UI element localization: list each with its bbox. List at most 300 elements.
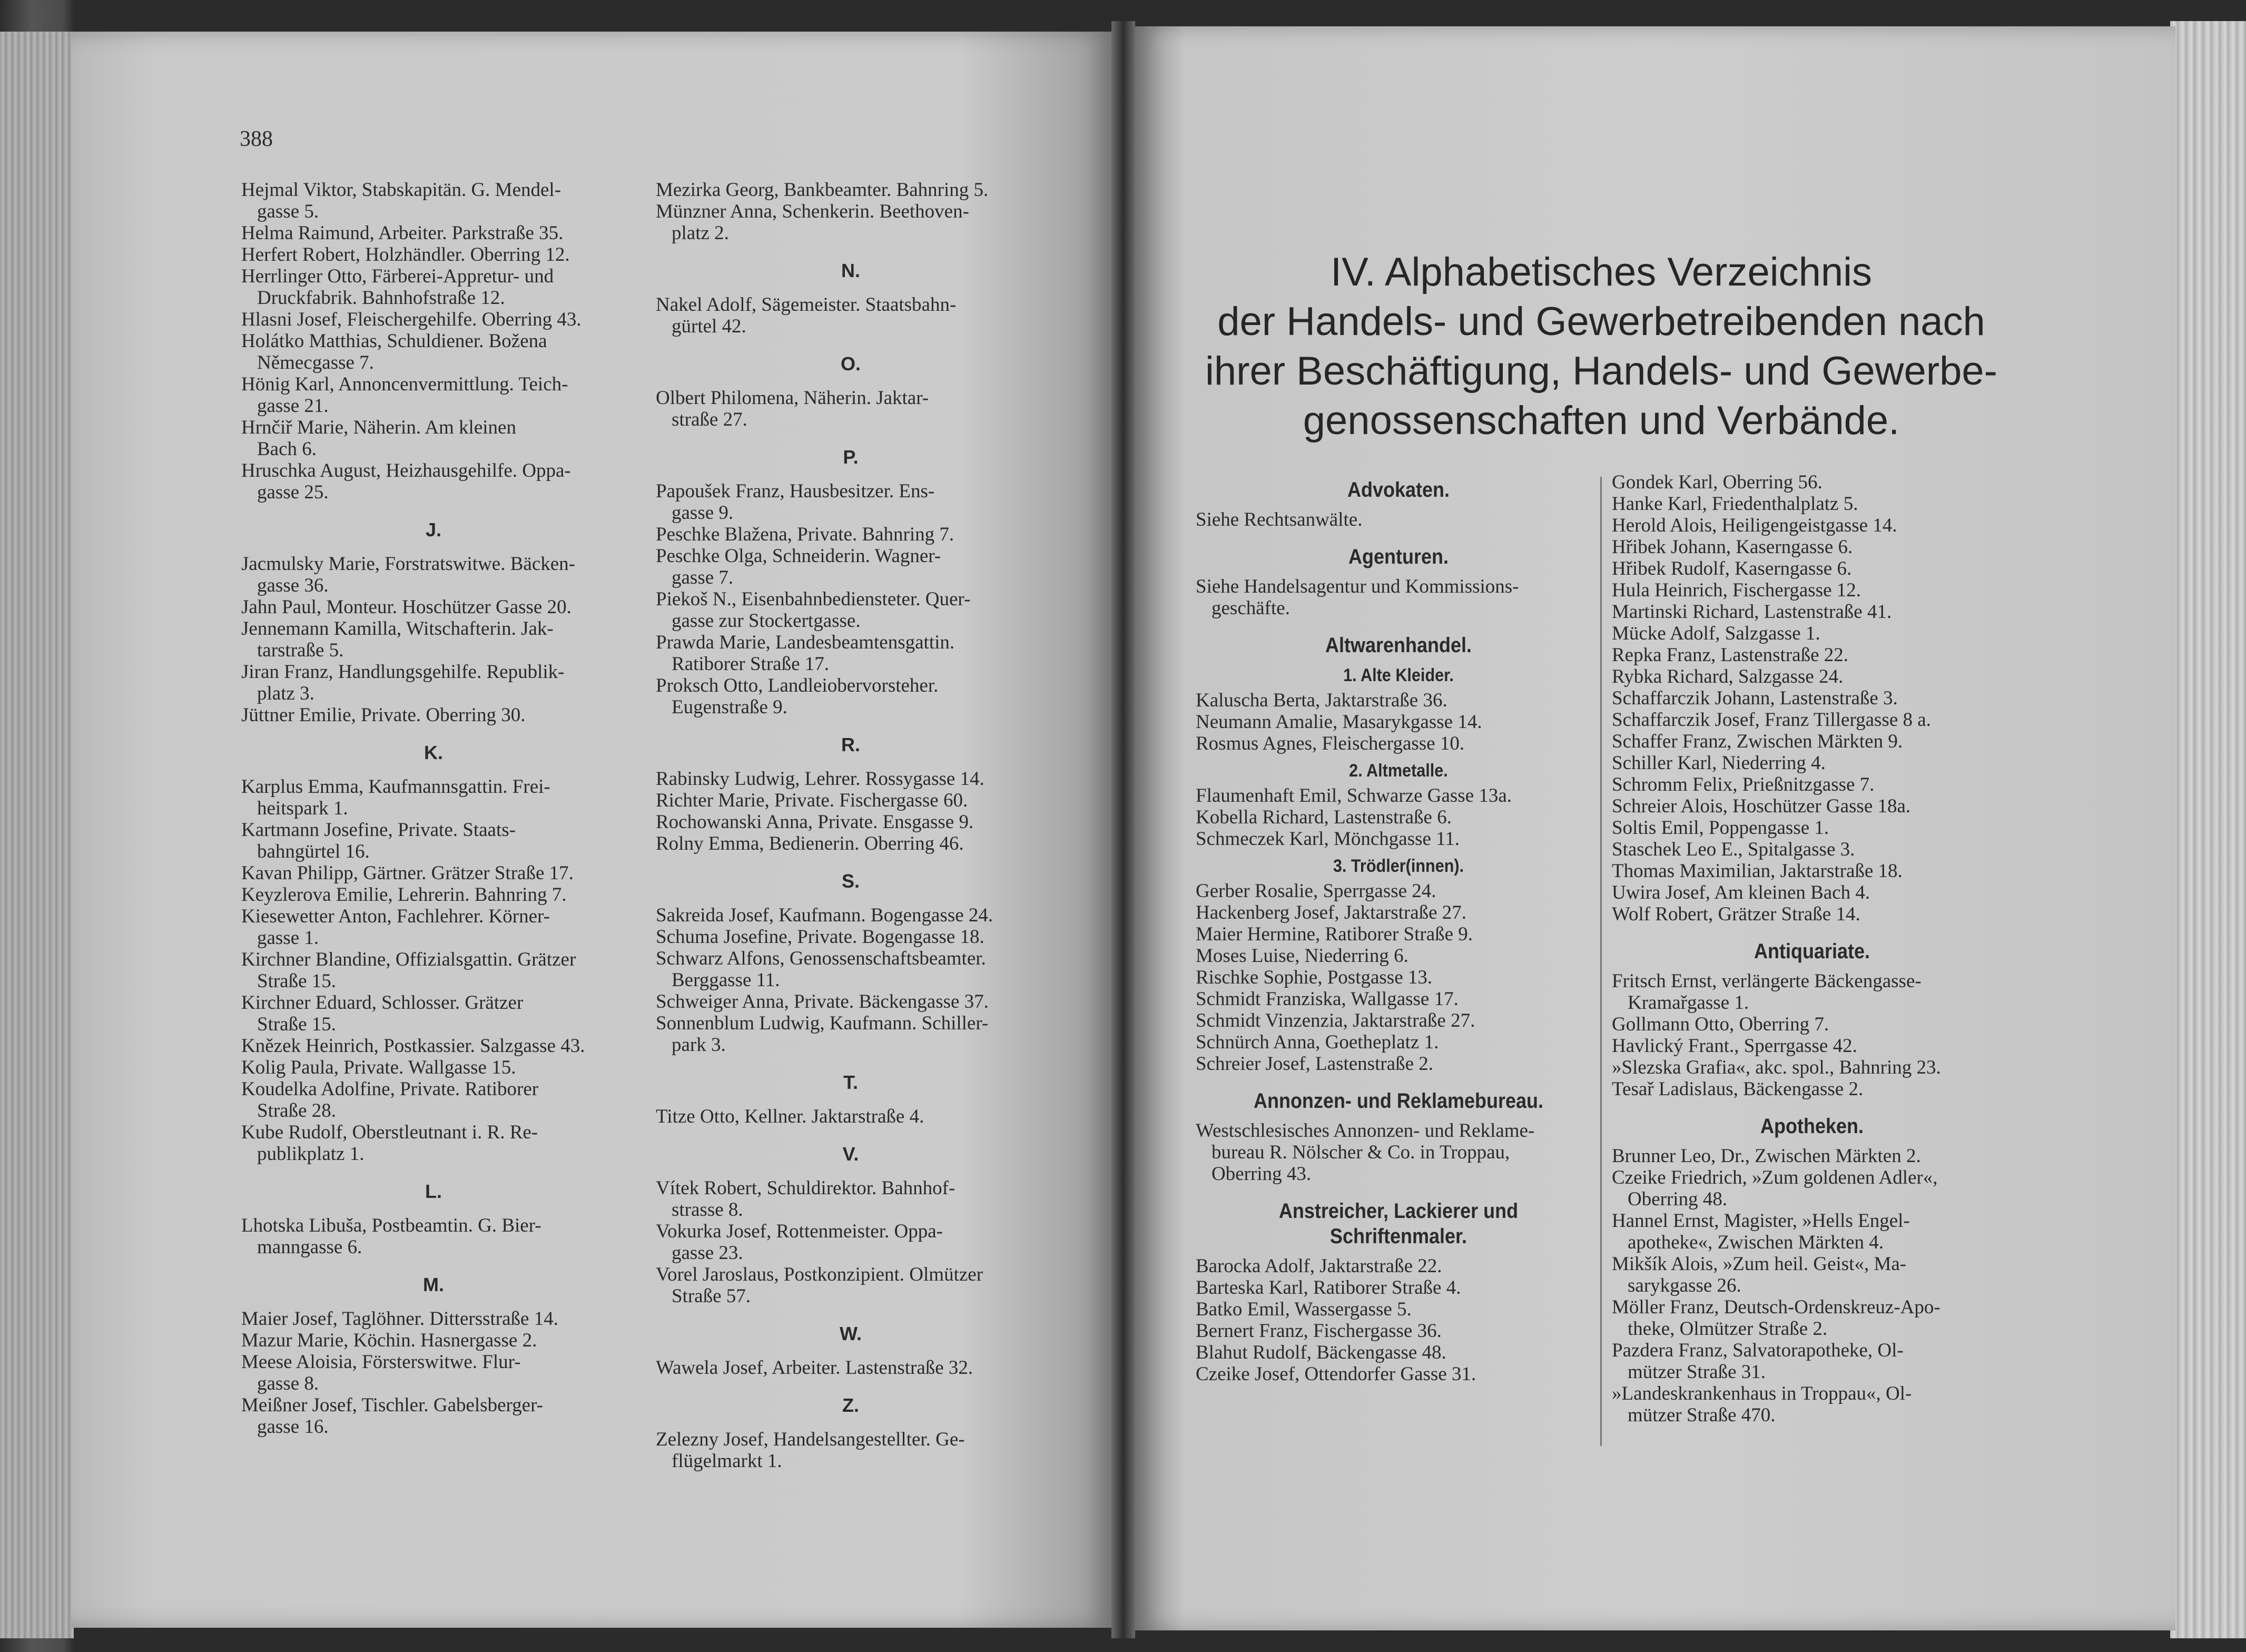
- entry-continuation: theke, Olmützer Straße 2.: [1628, 1318, 1828, 1340]
- directory-entry: [241, 266, 626, 309]
- category-heading: Advokaten.: [1347, 478, 1450, 502]
- entry-line: Kirchner Blandine, Offizialsgattin. Grätzer: [241, 949, 576, 970]
- entry-line: Hřibek Johann, Kaserngasse 6.: [1612, 536, 1853, 558]
- entry-line: Schaffer Franz, Zwischen Märkten 9.: [1612, 731, 1903, 752]
- directory-entry: [1612, 1057, 2012, 1078]
- directory-entry: [1196, 880, 1601, 902]
- directory-entry: [656, 1177, 1046, 1221]
- entry-continuation: platz 3.: [257, 683, 314, 704]
- entry-continuation: sarykgasse 26.: [1628, 1275, 1741, 1296]
- entry-line: Richter Marie, Private. Fischergasse 60.: [656, 790, 968, 811]
- entry-line: Proksch Otto, Landleiobervorsteher.: [656, 675, 939, 696]
- entry-continuation: heitspark 1.: [257, 798, 348, 819]
- entry-line: Mezirka Georg, Bankbeamter. Bahnring 5.: [656, 179, 989, 201]
- entry-line: Hejmal Viktor, Stabskapitän. G. Mendel-: [241, 179, 562, 201]
- left-page-edges: [0, 32, 74, 1638]
- entry-line: Tesař Ladislaus, Bäckengasse 2.: [1612, 1078, 1864, 1100]
- entry-line: Maier Josef, Taglöhner. Dittersstraße 14.: [241, 1308, 558, 1330]
- entry-continuation: bureau R. Nölscher & Co. in Troppau,: [1211, 1142, 1510, 1163]
- entry-continuation: apotheke«, Zwischen Märkten 4.: [1628, 1232, 1884, 1253]
- directory-entry: [241, 1215, 626, 1258]
- directory-entry: [1612, 731, 2012, 752]
- directory-entry: [241, 1351, 626, 1394]
- directory-entry: [1196, 1320, 1601, 1342]
- directory-entry: [656, 904, 1046, 926]
- directory-entry: [241, 1035, 626, 1057]
- directory-entry: [1196, 711, 1601, 733]
- directory-entry: [241, 992, 626, 1035]
- directory-entry: [1612, 1078, 2012, 1100]
- title-line: genossenschaften und Verbände.: [1303, 398, 1900, 443]
- directory-entry: [1196, 923, 1601, 945]
- entry-line: Staschek Leo E., Spitalgasse 3.: [1612, 839, 1855, 860]
- directory-entry: [656, 833, 1046, 854]
- directory-entry: [241, 222, 626, 244]
- entry-continuation: gasse 16.: [257, 1416, 329, 1438]
- directory-entry: [1196, 902, 1601, 923]
- entry-line: Gollmann Otto, Oberring 7.: [1612, 1014, 1829, 1035]
- directory-entry: [1612, 817, 2012, 839]
- entry-line: Soltis Emil, Poppengasse 1.: [1612, 817, 1829, 839]
- entry-line: Jüttner Emilie, Private. Oberring 30.: [241, 704, 526, 726]
- directory-entry: [1196, 1277, 1601, 1299]
- entry-continuation: Eugenstraße 9.: [672, 696, 787, 718]
- directory-entry: [241, 1078, 626, 1122]
- directory-entry: [656, 991, 1046, 1012]
- entry-line: Kolig Paula, Private. Wallgasse 15.: [241, 1057, 516, 1078]
- directory-entry: [1612, 1014, 2012, 1035]
- entry-continuation: Straße 57.: [672, 1285, 751, 1307]
- entry-line: Gondek Karl, Oberring 56.: [1612, 471, 1823, 493]
- directory-entry: [1196, 1299, 1601, 1320]
- directory-entry: [241, 373, 626, 417]
- directory-entry: [656, 1221, 1046, 1264]
- category-heading: Anstreicher, Lackierer und Schriftenmaler.: [1278, 1199, 1519, 1248]
- directory-entry: [1196, 945, 1601, 967]
- entry-line: Schaffarczik Josef, Franz Tillergasse 8 a.: [1612, 709, 1931, 731]
- entry-line: Herrlinger Otto, Färberei-Appretur- und: [241, 266, 554, 287]
- entry-line: Herfert Robert, Holzhändler. Oberring 12.: [241, 244, 570, 266]
- entry-line: Barocka Adolf, Jaktarstraße 22.: [1196, 1255, 1442, 1277]
- entry-line: Barteska Karl, Ratiborer Straße 4.: [1196, 1277, 1461, 1299]
- entry-line: Schaffarczik Johann, Lastenstraße 3.: [1612, 687, 1898, 709]
- entry-line: »Slezska Grafia«, akc. spol., Bahnring 23.: [1612, 1057, 1941, 1078]
- title-line: IV. Alphabetisches Verzeichnis: [1330, 250, 1873, 294]
- category-heading: Annonzen- und Reklamebureau.: [1253, 1089, 1544, 1113]
- entry-line: Knězek Heinrich, Postkassier. Salzgasse 43.: [241, 1035, 585, 1057]
- entry-line: Schmidt Franziska, Wallgasse 17.: [1196, 988, 1459, 1010]
- entry-line: Rochowanski Anna, Private. Ensgasse 9.: [656, 811, 974, 833]
- entry-continuation: Bach 6.: [257, 438, 317, 460]
- directory-entry: [656, 1429, 1046, 1472]
- directory-entry: [241, 309, 626, 330]
- directory-entry: [656, 926, 1046, 948]
- entry-continuation: bahngürtel 16.: [257, 841, 370, 862]
- entry-line: Mücke Adolf, Salzgasse 1.: [1612, 623, 1820, 644]
- directory-entry: [1196, 1363, 1601, 1385]
- right-page-column-1: [1196, 464, 1601, 1385]
- entry-continuation: park 3.: [672, 1034, 726, 1056]
- entry-continuation: gürtel 42.: [672, 316, 746, 337]
- directory-entry: [1612, 644, 2012, 666]
- directory-entry: [241, 460, 626, 503]
- entry-line: Schweiger Anna, Private. Bäckengasse 37.: [656, 991, 989, 1012]
- entry-line: Flaumenhaft Emil, Schwarze Gasse 13a.: [1196, 785, 1512, 807]
- directory-entry: [241, 884, 626, 906]
- entry-line: Möller Franz, Deutsch-Ordenskreuz-Apo-: [1612, 1296, 1940, 1318]
- entry-line: Schuma Josefine, Private. Bogengasse 18.: [656, 926, 984, 948]
- directory-entry: [656, 1106, 1046, 1127]
- entry-line: Rabinsky Ludwig, Lehrer. Rossygasse 14.: [656, 768, 984, 790]
- entry-continuation: gasse zur Stockertgasse.: [672, 610, 861, 632]
- directory-entry: [1612, 1253, 2012, 1296]
- directory-entry: [1612, 1145, 2012, 1167]
- subcategory-heading: 2. Altmetalle.: [1349, 761, 1448, 781]
- entry-continuation: mützer Straße 470.: [1628, 1404, 1776, 1426]
- directory-entry: [241, 1394, 626, 1438]
- page-number: 388: [240, 127, 273, 151]
- entry-line: Czeike Josef, Ottendorfer Gasse 31.: [1196, 1363, 1476, 1385]
- directory-entry: [241, 179, 626, 222]
- right-page-column-2: [1612, 471, 2012, 1426]
- entry-line: Rybka Richard, Salzgasse 24.: [1612, 666, 1844, 687]
- entry-line: Siehe Rechtsanwälte.: [1196, 509, 1363, 530]
- entry-continuation: gasse 36.: [257, 575, 329, 596]
- letter-heading: R.: [841, 734, 860, 755]
- directory-entry: [656, 294, 1046, 337]
- directory-entry: [1612, 774, 2012, 795]
- entry-line: Vokurka Josef, Rottenmeister. Oppa-: [656, 1221, 943, 1242]
- entry-line: Hanke Karl, Friedenthalplatz 5.: [1612, 493, 1858, 515]
- directory-entry: [1612, 471, 2012, 493]
- directory-entry: [1612, 882, 2012, 903]
- directory-entry: [1612, 623, 2012, 644]
- directory-entry: [1612, 1340, 2012, 1383]
- directory-entry: [656, 768, 1046, 790]
- entry-continuation: gasse 23.: [672, 1242, 743, 1264]
- entry-continuation: Oberring 43.: [1211, 1163, 1312, 1185]
- directory-entry: [656, 1012, 1046, 1056]
- entry-continuation: gasse 9.: [672, 502, 734, 524]
- entry-line: Hlasni Josef, Fleischergehilfe. Oberring 43.: [241, 309, 582, 330]
- directory-entry: [656, 790, 1046, 811]
- directory-entry: [1196, 690, 1601, 711]
- entry-line: Wawela Josef, Arbeiter. Lastenstraße 32.: [656, 1357, 973, 1379]
- entry-continuation: gasse 21.: [257, 395, 329, 417]
- entry-continuation: Kramařgasse 1.: [1628, 992, 1749, 1014]
- entry-line: Keyzlerova Emilie, Lehrerin. Bahnring 7.: [241, 884, 567, 906]
- entry-line: Blahut Rudolf, Bäckengasse 48.: [1196, 1342, 1446, 1363]
- directory-entry: [1612, 839, 2012, 860]
- entry-continuation: gasse 1.: [257, 927, 319, 949]
- entry-continuation: tarstraße 5.: [257, 640, 344, 661]
- entry-line: Hrnčiř Marie, Näherin. Am kleinen: [241, 417, 516, 438]
- directory-entry: [1612, 1167, 2012, 1210]
- entry-line: Karplus Emma, Kaufmannsgattin. Frei-: [241, 776, 550, 798]
- directory-entry: [1612, 601, 2012, 623]
- entry-line: Helma Raimund, Arbeiter. Parkstraße 35.: [241, 222, 564, 244]
- subcategory-heading: 1. Alte Kleider.: [1343, 665, 1454, 685]
- subcategory-heading: 3. Trödler(innen).: [1333, 856, 1464, 876]
- directory-entry: [1612, 752, 2012, 774]
- entry-line: Herold Alois, Heiligengeistgasse 14.: [1612, 515, 1897, 536]
- category-heading: Apotheken.: [1760, 1115, 1864, 1138]
- title-line: der Handels- und Gewerbetreibenden nach: [1217, 299, 1985, 344]
- directory-entry: [1612, 1383, 2012, 1426]
- directory-entry: [1196, 807, 1601, 828]
- directory-entry: [1196, 1010, 1601, 1031]
- entry-line: Moses Luise, Niederring 6.: [1196, 945, 1408, 967]
- directory-entry: [656, 632, 1046, 675]
- directory-entry: [656, 387, 1046, 430]
- entry-continuation: gasse 25.: [257, 481, 329, 503]
- entry-line: Kaluscha Berta, Jaktarstraße 36.: [1196, 690, 1447, 711]
- directory-entry: [241, 949, 626, 992]
- directory-entry: [656, 524, 1046, 545]
- directory-entry: [1196, 988, 1601, 1010]
- entry-line: Maier Hermine, Ratiborer Straße 9.: [1196, 923, 1473, 945]
- letter-heading: N.: [841, 260, 860, 281]
- entry-line: Jiran Franz, Handlungsgehilfe. Republik-: [241, 661, 565, 683]
- entry-line: Siehe Handelsagentur und Kommissions-: [1196, 576, 1519, 597]
- entry-line: Olbert Philomena, Näherin. Jaktar-: [656, 387, 929, 409]
- directory-entry: [1612, 709, 2012, 731]
- directory-entry: [1196, 733, 1601, 754]
- letter-heading: P.: [843, 446, 859, 468]
- entry-continuation: strasse 8.: [672, 1199, 743, 1221]
- entry-line: Vítek Robert, Schuldirektor. Bahnhof-: [656, 1177, 955, 1199]
- directory-entry: [656, 1357, 1046, 1379]
- entry-line: Fritsch Ernst, verlängerte Bäckengasse-: [1612, 970, 1922, 992]
- directory-entry: [1612, 903, 2012, 925]
- directory-entry: [1196, 1053, 1601, 1075]
- directory-entry: [1612, 579, 2012, 601]
- entry-line: Vorel Jaroslaus, Postkonzipient. Olmützer: [656, 1264, 983, 1285]
- directory-entry: [1196, 1120, 1601, 1185]
- right-page-edges: [2170, 21, 2246, 1638]
- entry-continuation: Ratiborer Straße 17.: [672, 653, 829, 675]
- letter-heading: W.: [840, 1323, 862, 1344]
- directory-entry: [241, 862, 626, 884]
- directory-entry: [241, 776, 626, 819]
- entry-continuation: Němecgasse 7.: [257, 352, 374, 373]
- directory-entry: [241, 819, 626, 862]
- entry-line: Titze Otto, Kellner. Jaktarstraße 4.: [656, 1106, 924, 1127]
- entry-continuation: Druckfabrik. Bahnhofstraße 12.: [257, 287, 505, 309]
- entry-line: Kobella Richard, Lastenstraße 6.: [1196, 807, 1452, 828]
- entry-line: Schmidt Vinzenzia, Jaktarstraße 27.: [1196, 1010, 1475, 1031]
- entry-line: Wolf Robert, Grätzer Straße 14.: [1612, 903, 1860, 925]
- letter-heading: T.: [843, 1071, 858, 1093]
- directory-entry: [241, 1330, 626, 1351]
- directory-entry: [1196, 785, 1601, 807]
- directory-entry: [241, 330, 626, 373]
- letter-heading: K.: [424, 742, 443, 763]
- entry-line: Sonnenblum Ludwig, Kaufmann. Schiller-: [656, 1012, 989, 1034]
- entry-line: Schmeczek Karl, Mönchgasse 11.: [1196, 828, 1460, 850]
- directory-entry: [1612, 558, 2012, 579]
- entry-line: Sakreida Josef, Kaufmann. Bogengasse 24.: [656, 904, 993, 926]
- entry-line: Holátko Matthias, Schuldiener. Božena: [241, 330, 547, 352]
- directory-entry: [1612, 493, 2012, 515]
- entry-line: Brunner Leo, Dr., Zwischen Märkten 2.: [1612, 1145, 1921, 1167]
- directory-entry: [1612, 860, 2012, 882]
- entry-continuation: geschäfte.: [1211, 597, 1290, 619]
- entry-line: Kube Rudolf, Oberstleutnant i. R. Re-: [241, 1122, 538, 1143]
- section-title: [1196, 248, 2007, 446]
- entry-line: Kartmann Josefine, Private. Staats-: [241, 819, 516, 841]
- entry-line: Jennemann Kamilla, Witschafterin. Jak-: [241, 618, 554, 640]
- entry-line: Kavan Philipp, Gärtner. Grätzer Straße 17.: [241, 862, 574, 884]
- entry-continuation: publikplatz 1.: [257, 1143, 365, 1165]
- entry-continuation: gasse 8.: [257, 1373, 319, 1394]
- book-gutter: [1111, 21, 1135, 1638]
- letter-heading: O.: [840, 353, 861, 375]
- directory-entry: [1612, 536, 2012, 558]
- category-heading: Agenturen.: [1348, 545, 1449, 568]
- directory-entry: [1612, 1210, 2012, 1253]
- entry-line: Thomas Maximilian, Jaktarstraße 18.: [1612, 860, 1903, 882]
- directory-entry: [241, 1122, 626, 1165]
- entry-line: Hruschka August, Heizhausgehilfe. Oppa-: [241, 460, 571, 481]
- directory-entry: [241, 244, 626, 266]
- entry-line: Neumann Amalie, Masarykgasse 14.: [1196, 711, 1482, 733]
- directory-entry: [656, 545, 1046, 588]
- entry-line: Lhotska Libuša, Postbeamtin. G. Bier-: [241, 1215, 541, 1236]
- directory-entry: [1196, 1342, 1601, 1363]
- entry-line: Hula Heinrich, Fischergasse 12.: [1612, 579, 1861, 601]
- directory-entry: [241, 1308, 626, 1330]
- entry-line: Batko Emil, Wassergasse 5.: [1196, 1299, 1412, 1320]
- entry-continuation: Oberring 48.: [1628, 1188, 1728, 1210]
- entry-line: Repka Franz, Lastenstraße 22.: [1612, 644, 1848, 666]
- entry-line: Havlický Frant., Sperrgasse 42.: [1612, 1035, 1857, 1057]
- left-page-column-1: [241, 179, 626, 1438]
- entry-continuation: gasse 5.: [257, 201, 319, 222]
- entry-line: Jahn Paul, Monteur. Hoschützer Gasse 20.: [241, 596, 572, 618]
- entry-line: Koudelka Adolfine, Private. Ratiborer: [241, 1078, 539, 1100]
- entry-line: Meißner Josef, Tischler. Gabelsberger-: [241, 1394, 543, 1416]
- entry-line: Piekoš N., Eisenbahnbediensteter. Quer-: [656, 588, 971, 610]
- title-line: ihrer Beschäftigung, Handels- und Gewerbe-: [1205, 349, 1997, 394]
- directory-entry: [656, 1264, 1046, 1307]
- letter-heading: Z.: [842, 1394, 859, 1416]
- entry-line: Hackenberg Josef, Jaktarstraße 27.: [1196, 902, 1467, 923]
- entry-line: Schiller Karl, Niederring 4.: [1612, 752, 1826, 774]
- letter-heading: J.: [425, 519, 442, 540]
- letter-heading: V.: [842, 1143, 859, 1165]
- entry-line: Rolny Emma, Bedienerin. Oberring 46.: [656, 833, 964, 854]
- directory-entry: [656, 948, 1046, 991]
- directory-entry: [656, 811, 1046, 833]
- entry-line: »Landeskrankenhaus in Troppau«, Ol-: [1612, 1383, 1912, 1404]
- entry-line: Jacmulsky Marie, Forstratswitwe. Bäcken-: [241, 553, 575, 575]
- entry-line: Hönig Karl, Annoncenvermittlung. Teich-: [241, 373, 568, 395]
- entry-line: Peschke Olga, Schneiderin. Wagner-: [656, 545, 941, 567]
- entry-line: Schreier Josef, Lastenstraße 2.: [1196, 1053, 1434, 1075]
- entry-line: Czeike Friedrich, »Zum goldenen Adler«,: [1612, 1167, 1938, 1188]
- entry-line: Schwarz Alfons, Genossenschaftsbeamter.: [656, 948, 986, 969]
- entry-line: Mikšík Alois, »Zum heil. Geist«, Ma-: [1612, 1253, 1907, 1275]
- directory-entry: [241, 553, 626, 596]
- directory-entry: [241, 661, 626, 704]
- entry-continuation: gasse 7.: [672, 567, 734, 588]
- entry-line: Mazur Marie, Köchin. Hasnergasse 2.: [241, 1330, 537, 1351]
- directory-entry: [1612, 795, 2012, 817]
- entry-line: Schnürch Anna, Goetheplatz 1.: [1196, 1031, 1439, 1053]
- letter-heading: S.: [841, 870, 860, 892]
- directory-entry: [1196, 509, 1601, 530]
- directory-entry: [241, 618, 626, 661]
- directory-entry: [656, 675, 1046, 718]
- entry-line: Gerber Rosalie, Sperrgasse 24.: [1196, 880, 1436, 902]
- directory-entry: [656, 588, 1046, 632]
- entry-continuation: Straße 28.: [257, 1100, 337, 1122]
- directory-entry: [241, 906, 626, 949]
- directory-entry: [656, 201, 1046, 244]
- letter-heading: L.: [425, 1181, 442, 1202]
- directory-entry: [241, 704, 626, 726]
- entry-line: Kirchner Eduard, Schlosser. Grätzer: [241, 992, 524, 1014]
- directory-entry: [1612, 515, 2012, 536]
- directory-entry: [656, 179, 1046, 201]
- entry-line: Papoušek Franz, Hausbesitzer. Ens-: [656, 480, 935, 502]
- directory-entry: [241, 417, 626, 460]
- entry-continuation: straße 27.: [672, 409, 747, 430]
- category-heading: Altwarenhandel.: [1325, 634, 1472, 657]
- directory-entry: [1612, 1296, 2012, 1340]
- entry-continuation: Straße 15.: [257, 1014, 337, 1035]
- entry-line: Westschlesisches Annonzen- und Reklame-: [1196, 1120, 1535, 1142]
- entry-continuation: flügelmarkt 1.: [672, 1450, 782, 1472]
- entry-line: Schreier Alois, Hoschützer Gasse 18a.: [1612, 795, 1911, 817]
- directory-entry: [1196, 1255, 1601, 1277]
- entry-line: Prawda Marie, Landesbeamtensgattin.: [656, 632, 955, 653]
- directory-entry: [1196, 967, 1601, 988]
- entry-line: Zelezny Josef, Handelsangestellter. Ge-: [656, 1429, 965, 1450]
- entry-line: Pazdera Franz, Salvatorapotheke, Ol-: [1612, 1340, 1904, 1361]
- entry-line: Hannel Ernst, Magister, »Hells Engel-: [1612, 1210, 1910, 1232]
- directory-entry: [1196, 828, 1601, 850]
- directory-entry: [1612, 666, 2012, 687]
- directory-entry: [1612, 970, 2012, 1014]
- entry-line: Hřibek Rudolf, Kaserngasse 6.: [1612, 558, 1852, 579]
- entry-line: Rischke Sophie, Postgasse 13.: [1196, 967, 1433, 988]
- entry-line: Peschke Blažena, Private. Bahnring 7.: [656, 524, 954, 545]
- category-heading: Antiquariate.: [1754, 940, 1870, 963]
- entry-line: Uwira Josef, Am kleinen Bach 4.: [1612, 882, 1870, 903]
- entry-continuation: mützer Straße 31.: [1628, 1361, 1766, 1383]
- directory-entry: [241, 1057, 626, 1078]
- entry-line: Nakel Adolf, Sägemeister. Staatsbahn-: [656, 294, 957, 316]
- entry-line: Rosmus Agnes, Fleischergasse 10.: [1196, 733, 1465, 754]
- entry-line: Bernert Franz, Fischergasse 36.: [1196, 1320, 1442, 1342]
- entry-continuation: Berggasse 11.: [672, 969, 780, 991]
- entry-line: Schromm Felix, Prießnitzgasse 7.: [1612, 774, 1875, 795]
- directory-entry: [1196, 1031, 1601, 1053]
- entry-continuation: platz 2.: [672, 222, 729, 244]
- directory-entry: [241, 596, 626, 618]
- directory-entry: [1612, 1035, 2012, 1057]
- entry-line: Münzner Anna, Schenkerin. Beethoven-: [656, 201, 969, 222]
- letter-heading: M.: [423, 1274, 444, 1295]
- entry-continuation: Straße 15.: [257, 970, 337, 992]
- directory-entry: [656, 480, 1046, 524]
- directory-entry: [1196, 576, 1601, 619]
- left-page-column-2: [656, 179, 1046, 1472]
- entry-continuation: manngasse 6.: [257, 1236, 362, 1258]
- directory-entry: [1612, 687, 2012, 709]
